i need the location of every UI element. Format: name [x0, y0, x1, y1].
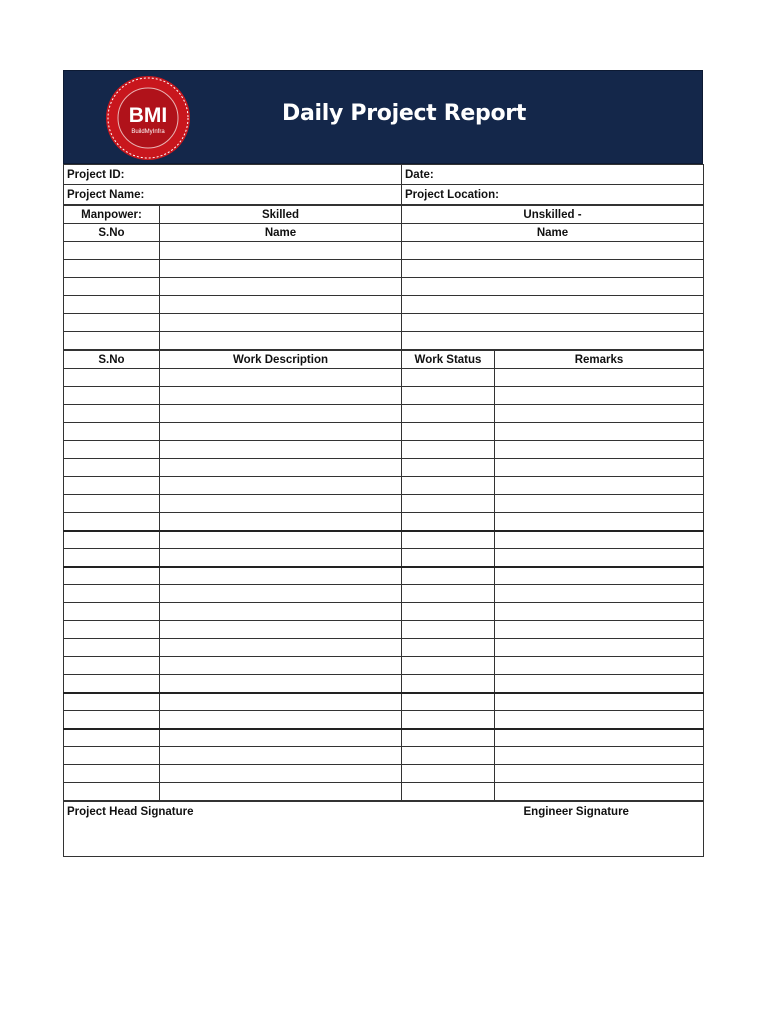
- work-status-cell[interactable]: [402, 513, 495, 531]
- work-sno-cell[interactable]: [64, 621, 160, 639]
- work-description-cell[interactable]: [160, 459, 402, 477]
- unskilled-name-cell[interactable]: [402, 314, 704, 332]
- manpower-row: [64, 296, 704, 314]
- skilled-name-header: Name: [160, 224, 402, 242]
- unskilled-name-cell[interactable]: [402, 296, 704, 314]
- work-sno-cell[interactable]: [64, 459, 160, 477]
- work-description-cell[interactable]: [160, 567, 402, 585]
- signature-row: [64, 802, 704, 857]
- work-description-cell[interactable]: [160, 405, 402, 423]
- work-sno-cell[interactable]: [64, 657, 160, 675]
- work-sno-cell[interactable]: [64, 405, 160, 423]
- work-sno-header: S.No: [64, 351, 160, 369]
- work-description-cell[interactable]: [160, 513, 402, 531]
- work-status-cell[interactable]: [402, 567, 495, 585]
- work-status-cell[interactable]: [402, 477, 495, 495]
- remarks-header: Remarks: [495, 351, 704, 369]
- work-status-cell[interactable]: [402, 639, 495, 657]
- work-row: [64, 585, 704, 603]
- work-sno-cell[interactable]: [64, 423, 160, 441]
- work-description-cell[interactable]: [160, 729, 402, 747]
- remarks-cell[interactable]: [495, 423, 704, 441]
- work-description-cell[interactable]: [160, 657, 402, 675]
- date-label: Date:: [405, 168, 434, 181]
- work-row: [64, 765, 704, 783]
- work-row: [64, 639, 704, 657]
- manpower-row: [64, 278, 704, 296]
- remarks-cell[interactable]: [495, 549, 704, 567]
- unskilled-label: Unskilled -: [402, 206, 704, 224]
- work-description-cell[interactable]: [160, 693, 402, 711]
- work-description-cell[interactable]: [160, 495, 402, 513]
- skilled-name-cell[interactable]: [160, 278, 402, 296]
- manpower-sno-cell[interactable]: [64, 314, 160, 332]
- work-row: [64, 459, 704, 477]
- work-sno-cell[interactable]: [64, 567, 160, 585]
- date-field[interactable]: [402, 165, 704, 185]
- daily-project-report-sheet: [63, 70, 703, 857]
- work-row: [64, 369, 704, 387]
- skilled-name-cell[interactable]: [160, 242, 402, 260]
- manpower-rows: [64, 242, 704, 350]
- work-row: [64, 387, 704, 405]
- work-description-cell[interactable]: [160, 387, 402, 405]
- manpower-row: [64, 332, 704, 350]
- work-sno-cell[interactable]: [64, 531, 160, 549]
- work-description-cell[interactable]: [160, 369, 402, 387]
- work-status-cell[interactable]: [402, 747, 495, 765]
- work-status-cell[interactable]: [402, 531, 495, 549]
- remarks-cell[interactable]: [495, 387, 704, 405]
- work-row: [64, 729, 704, 747]
- remarks-cell[interactable]: [495, 783, 704, 801]
- work-description-cell[interactable]: [160, 603, 402, 621]
- manpower-row: [64, 242, 704, 260]
- work-description-cell[interactable]: [160, 783, 402, 801]
- remarks-cell[interactable]: [495, 459, 704, 477]
- remarks-cell[interactable]: [495, 567, 704, 585]
- manpower-columns-row: [64, 224, 704, 242]
- work-status-cell[interactable]: [402, 657, 495, 675]
- project-id-field[interactable]: [64, 165, 402, 185]
- work-status-cell[interactable]: [402, 585, 495, 603]
- work-status-cell[interactable]: [402, 549, 495, 567]
- work-status-cell[interactable]: [402, 711, 495, 729]
- work-description-header: Work Description: [160, 351, 402, 369]
- remarks-cell[interactable]: [495, 711, 704, 729]
- logo-text: BMI: [128, 104, 168, 127]
- project-location-field[interactable]: [402, 185, 704, 205]
- work-row: [64, 747, 704, 765]
- remarks-cell[interactable]: [495, 369, 704, 387]
- work-description-cell[interactable]: [160, 765, 402, 783]
- work-status-cell[interactable]: [402, 603, 495, 621]
- manpower-sno-cell[interactable]: [64, 242, 160, 260]
- logo-subtext: BuildMyInfra: [131, 129, 165, 135]
- work-status-cell[interactable]: [402, 729, 495, 747]
- remarks-cell[interactable]: [495, 657, 704, 675]
- remarks-cell[interactable]: [495, 729, 704, 747]
- work-status-cell[interactable]: [402, 459, 495, 477]
- project-info-table: [63, 164, 704, 205]
- work-sno-cell[interactable]: [64, 675, 160, 693]
- remarks-cell[interactable]: [495, 531, 704, 549]
- manpower-label: Manpower:: [64, 206, 160, 224]
- work-sno-cell[interactable]: [64, 549, 160, 567]
- work-description-cell[interactable]: [160, 477, 402, 495]
- work-sno-cell[interactable]: [64, 729, 160, 747]
- bmi-logo-icon: [105, 75, 191, 161]
- work-row: [64, 441, 704, 459]
- manpower-row: [64, 314, 704, 332]
- work-row: [64, 549, 704, 567]
- work-description-cell[interactable]: [160, 747, 402, 765]
- remarks-cell[interactable]: [495, 477, 704, 495]
- work-description-cell[interactable]: [160, 441, 402, 459]
- work-description-cell[interactable]: [160, 711, 402, 729]
- work-status-cell[interactable]: [402, 387, 495, 405]
- work-status-cell[interactable]: [402, 369, 495, 387]
- project-id-row: [64, 165, 704, 185]
- project-id-label: Project ID:: [67, 168, 125, 181]
- project-name-row: [64, 185, 704, 205]
- remarks-cell[interactable]: [495, 639, 704, 657]
- work-description-cell[interactable]: [160, 549, 402, 567]
- unskilled-name-cell[interactable]: [402, 278, 704, 296]
- work-sno-cell[interactable]: [64, 441, 160, 459]
- work-sno-cell[interactable]: [64, 513, 160, 531]
- work-row: [64, 477, 704, 495]
- unskilled-name-cell[interactable]: [402, 332, 704, 350]
- work-description-cell[interactable]: [160, 423, 402, 441]
- skilled-name-cell[interactable]: [160, 260, 402, 278]
- remarks-cell[interactable]: [495, 585, 704, 603]
- remarks-cell[interactable]: [495, 603, 704, 621]
- work-rows: [64, 369, 704, 801]
- work-description-cell[interactable]: [160, 531, 402, 549]
- signature-table: [63, 801, 704, 857]
- work-sno-cell[interactable]: [64, 495, 160, 513]
- project-head-signature-field[interactable]: [64, 802, 402, 857]
- skilled-name-cell[interactable]: [160, 296, 402, 314]
- work-row: [64, 531, 704, 549]
- work-row: [64, 513, 704, 531]
- work-sno-cell[interactable]: [64, 711, 160, 729]
- manpower-sno-cell[interactable]: [64, 278, 160, 296]
- work-status-cell[interactable]: [402, 405, 495, 423]
- work-description-cell[interactable]: [160, 621, 402, 639]
- work-description-cell[interactable]: [160, 675, 402, 693]
- work-sno-cell[interactable]: [64, 783, 160, 801]
- project-head-signature-label: Project Head Signature: [67, 806, 194, 818]
- unskilled-name-cell[interactable]: [402, 242, 704, 260]
- work-row: [64, 657, 704, 675]
- work-status-cell[interactable]: [402, 693, 495, 711]
- work-sno-cell[interactable]: [64, 369, 160, 387]
- work-row: [64, 675, 704, 693]
- skilled-label: Skilled: [160, 206, 402, 224]
- work-sno-cell[interactable]: [64, 387, 160, 405]
- remarks-cell[interactable]: [495, 513, 704, 531]
- report-header: [63, 70, 703, 164]
- remarks-cell[interactable]: [495, 495, 704, 513]
- work-row: [64, 711, 704, 729]
- work-sno-cell[interactable]: [64, 693, 160, 711]
- manpower-sno-cell[interactable]: [64, 260, 160, 278]
- work-sno-cell[interactable]: [64, 747, 160, 765]
- project-name-field[interactable]: [64, 185, 402, 205]
- work-table: [63, 350, 704, 801]
- manpower-row: [64, 260, 704, 278]
- engineer-signature-field[interactable]: [402, 802, 704, 857]
- work-description-cell[interactable]: [160, 639, 402, 657]
- page-title: Daily Project Report: [282, 101, 527, 126]
- work-row: [64, 603, 704, 621]
- remarks-cell[interactable]: [495, 693, 704, 711]
- project-name-label: Project Name:: [67, 188, 145, 201]
- remarks-cell[interactable]: [495, 747, 704, 765]
- work-status-cell[interactable]: [402, 783, 495, 801]
- work-row: [64, 783, 704, 801]
- manpower-header-row: [64, 206, 704, 224]
- work-row: [64, 567, 704, 585]
- work-row: [64, 495, 704, 513]
- unskilled-name-cell[interactable]: [402, 260, 704, 278]
- work-status-cell[interactable]: [402, 423, 495, 441]
- remarks-cell[interactable]: [495, 621, 704, 639]
- work-status-cell[interactable]: [402, 621, 495, 639]
- project-location-label: Project Location:: [405, 188, 499, 201]
- remarks-cell[interactable]: [495, 441, 704, 459]
- remarks-cell[interactable]: [495, 675, 704, 693]
- manpower-sno-header: S.No: [64, 224, 160, 242]
- skilled-name-cell[interactable]: [160, 332, 402, 350]
- work-sno-cell[interactable]: [64, 585, 160, 603]
- work-sno-cell[interactable]: [64, 765, 160, 783]
- manpower-sno-cell[interactable]: [64, 296, 160, 314]
- work-description-cell[interactable]: [160, 585, 402, 603]
- work-status-cell[interactable]: [402, 675, 495, 693]
- work-header-row: [64, 351, 704, 369]
- work-status-cell[interactable]: [402, 495, 495, 513]
- work-sno-cell[interactable]: [64, 639, 160, 657]
- manpower-table: [63, 205, 704, 350]
- manpower-sno-cell[interactable]: [64, 332, 160, 350]
- work-sno-cell[interactable]: [64, 603, 160, 621]
- work-status-cell[interactable]: [402, 765, 495, 783]
- work-row: [64, 423, 704, 441]
- work-row: [64, 405, 704, 423]
- remarks-cell[interactable]: [495, 765, 704, 783]
- work-row: [64, 693, 704, 711]
- engineer-signature-label: Engineer Signature: [523, 806, 629, 818]
- unskilled-name-header: Name: [402, 224, 704, 242]
- work-row: [64, 621, 704, 639]
- skilled-name-cell[interactable]: [160, 314, 402, 332]
- remarks-cell[interactable]: [495, 405, 704, 423]
- work-status-cell[interactable]: [402, 441, 495, 459]
- work-sno-cell[interactable]: [64, 477, 160, 495]
- work-status-header: Work Status: [402, 351, 495, 369]
